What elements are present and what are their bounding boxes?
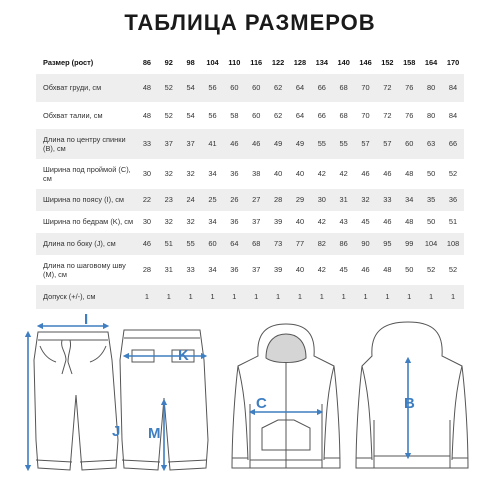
table-cell: 66 [448, 139, 458, 149]
table-cell: 37 [164, 139, 173, 149]
table-cell: 48 [405, 169, 414, 179]
table-cell: 63 [426, 139, 436, 149]
table-cell: 40 [295, 265, 305, 275]
table-cell: 49 [295, 139, 305, 149]
size-header-122: 122 [271, 58, 285, 68]
table-cell: 60 [252, 83, 261, 93]
table-cell: 32 [186, 169, 195, 179]
table-cell: 33 [383, 195, 392, 205]
table-cell: 48 [142, 110, 152, 120]
table-cell: 33 [186, 265, 195, 275]
table-row [36, 129, 464, 159]
table-cell: 50 [426, 217, 436, 227]
label-b: B [404, 395, 415, 412]
table-cell: 99 [405, 239, 414, 249]
table-cell: 1 [210, 292, 215, 302]
table-cell: 22 [142, 195, 152, 205]
size-header-140: 140 [337, 58, 350, 68]
table-cell: 1 [385, 292, 390, 302]
label-c: C [256, 395, 267, 412]
table-cell: 49 [273, 139, 283, 149]
table-cell: 48 [383, 265, 392, 275]
table-cell: 51 [448, 217, 458, 227]
table-cell: 72 [383, 110, 392, 120]
table-cell: 82 [317, 239, 326, 249]
page-title: ТАБЛИЦА РАЗМЕРОВ [124, 10, 376, 35]
table-cell: 46 [361, 265, 370, 275]
table-cell: 80 [426, 83, 436, 93]
table-cell: 41 [208, 139, 217, 149]
table-cell: 104 [424, 239, 438, 249]
table-cell: 26 [230, 195, 239, 205]
table-cell: 40 [295, 169, 305, 179]
table-cell: 42 [317, 169, 326, 179]
table-cell: 1 [166, 292, 171, 302]
table-cell: 54 [186, 83, 195, 93]
row-label: Ширина под проймой (C), см [43, 164, 131, 183]
row-label: Ширина по поясу (I), см [43, 195, 124, 205]
table-cell: 34 [208, 217, 217, 227]
table-cell: 80 [426, 110, 436, 120]
table-cell: 29 [295, 195, 305, 205]
table-cell: 43 [339, 217, 348, 227]
row-label: Допуск (+/-), см [43, 292, 96, 302]
table-cell: 32 [164, 169, 173, 179]
label-j: J [112, 423, 121, 440]
table-cell: 39 [273, 217, 283, 227]
table-cell: 42 [317, 265, 326, 275]
table-cell: 28 [273, 195, 283, 205]
table-cell: 68 [252, 239, 261, 249]
table-cell: 84 [448, 83, 458, 93]
table-cell: 45 [339, 265, 348, 275]
table-cell: 39 [273, 265, 283, 275]
table-row [36, 211, 464, 233]
table-cell: 64 [230, 239, 239, 249]
table-cell: 73 [273, 239, 283, 249]
table-cell: 77 [295, 239, 305, 249]
table-cell: 46 [230, 139, 239, 149]
table-cell: 30 [142, 217, 152, 227]
row-label: Длина по боку (J), см [43, 239, 116, 249]
table-cell: 57 [383, 139, 392, 149]
table-cell: 52 [164, 83, 173, 93]
table-cell: 64 [295, 83, 305, 93]
table-cell: 35 [426, 195, 436, 205]
table-cell: 30 [142, 169, 152, 179]
table-cell: 52 [448, 169, 458, 179]
size-header-152: 152 [381, 58, 394, 68]
table-cell: 34 [208, 265, 217, 275]
table-cell: 52 [164, 110, 173, 120]
table-cell: 56 [208, 83, 217, 93]
table-cell: 36 [230, 169, 239, 179]
table-cell: 48 [405, 217, 414, 227]
size-header-128: 128 [293, 58, 307, 68]
table-cell: 66 [317, 110, 326, 120]
size-header-146: 146 [359, 58, 372, 68]
table-cell: 51 [164, 239, 173, 249]
table-cell: 40 [295, 217, 305, 227]
table-cell: 1 [276, 292, 281, 302]
table-cell: 1 [319, 292, 324, 302]
table-cell: 48 [142, 83, 152, 93]
table-cell: 58 [230, 110, 239, 120]
label-k: K [178, 347, 189, 364]
header-label: Размер (рост) [43, 58, 94, 68]
table-cell: 46 [383, 217, 392, 227]
table-cell: 60 [230, 83, 239, 93]
size-table-body [36, 74, 464, 309]
table-cell: 90 [361, 239, 370, 249]
table-cell: 76 [405, 110, 414, 120]
table-cell: 1 [429, 292, 434, 302]
table-cell: 37 [252, 217, 261, 227]
table-cell: 52 [448, 265, 458, 275]
table-cell: 46 [252, 139, 261, 149]
table-cell: 70 [361, 110, 370, 120]
table-cell: 62 [273, 110, 283, 120]
garment-diagrams [0, 300, 500, 500]
row-label: Обхват талии, см [43, 110, 103, 120]
size-header-86: 86 [142, 58, 152, 68]
table-cell: 68 [339, 110, 348, 120]
table-cell: 31 [339, 195, 348, 205]
table-cell: 50 [426, 169, 436, 179]
table-cell: 36 [230, 265, 239, 275]
pants-front [34, 332, 121, 470]
label-m: M [148, 425, 161, 442]
table-cell: 68 [339, 83, 348, 93]
table-cell: 55 [339, 139, 348, 149]
table-row [36, 102, 464, 129]
table-cell: 1 [363, 292, 368, 302]
table-cell: 66 [317, 83, 326, 93]
table-row [36, 255, 464, 285]
table-cell: 86 [339, 239, 348, 249]
hoodie-front [232, 324, 340, 468]
table-cell: 32 [186, 217, 195, 227]
size-header-116: 116 [250, 58, 263, 68]
table-cell: 46 [383, 169, 392, 179]
table-cell: 1 [254, 292, 259, 302]
table-cell: 33 [142, 139, 152, 149]
table-cell: 57 [361, 139, 370, 149]
size-header-170: 170 [446, 58, 460, 68]
table-row [36, 74, 464, 102]
table-cell: 42 [339, 169, 348, 179]
table-cell: 60 [208, 239, 217, 249]
table-cell: 32 [164, 217, 173, 227]
table-row [36, 189, 464, 211]
table-cell: 55 [317, 139, 326, 149]
table-cell: 31 [164, 265, 173, 275]
diagram-svg [0, 300, 500, 500]
size-header-92: 92 [164, 58, 173, 68]
size-header-98: 98 [186, 58, 195, 68]
table-cell: 23 [164, 195, 173, 205]
size-table [36, 52, 464, 309]
table-cell: 40 [273, 169, 283, 179]
table-cell: 60 [252, 110, 261, 120]
table-cell: 1 [297, 292, 302, 302]
table-cell: 60 [405, 139, 414, 149]
table-cell: 64 [295, 110, 305, 120]
size-header-134: 134 [315, 58, 328, 68]
table-cell: 37 [186, 139, 195, 149]
table-cell: 1 [407, 292, 412, 302]
table-cell: 55 [186, 239, 195, 249]
table-cell: 1 [232, 292, 237, 302]
table-cell: 70 [361, 83, 370, 93]
table-cell: 30 [317, 195, 326, 205]
table-cell: 95 [383, 239, 392, 249]
row-label: Обхват груди, см [43, 83, 102, 93]
table-cell: 62 [273, 83, 283, 93]
size-header-164: 164 [424, 58, 438, 68]
table-cell: 36 [448, 195, 458, 205]
table-cell: 72 [383, 83, 392, 93]
size-header-110: 110 [228, 58, 241, 68]
header-row [36, 52, 464, 74]
table-cell: 1 [188, 292, 193, 302]
table-cell: 1 [450, 292, 456, 302]
table-cell: 36 [230, 217, 239, 227]
table-cell: 1 [144, 292, 149, 302]
row-label: Длина по центру спинки (B), см [43, 134, 126, 153]
table-cell: 56 [208, 110, 217, 120]
table-cell: 76 [405, 83, 414, 93]
table-cell: 46 [142, 239, 152, 249]
table-cell: 34 [405, 195, 414, 205]
table-row [36, 233, 464, 255]
table-cell: 50 [405, 265, 414, 275]
table-cell: 24 [186, 195, 195, 205]
label-i: I [84, 311, 89, 328]
table-cell: 25 [208, 195, 217, 205]
table-cell: 38 [252, 169, 261, 179]
table-cell: 32 [361, 195, 370, 205]
table-cell: 37 [252, 265, 261, 275]
table-cell: 46 [361, 169, 370, 179]
table-cell: 34 [208, 169, 217, 179]
table-cell: 52 [426, 265, 436, 275]
table-cell: 84 [448, 110, 458, 120]
table-cell: 45 [361, 217, 370, 227]
row-label: Длина по шаговому шву (M), см [43, 260, 126, 279]
size-table-header [36, 52, 464, 74]
table-row [36, 159, 464, 189]
table-cell: 1 [341, 292, 346, 302]
table-cell: 27 [252, 195, 261, 205]
size-header-158: 158 [403, 58, 416, 68]
row-label: Ширина по бедрам (K), см [43, 217, 134, 227]
table-cell: 54 [186, 110, 195, 120]
size-header-104: 104 [206, 58, 219, 68]
table-cell: 108 [446, 239, 460, 249]
table-cell: 42 [317, 217, 326, 227]
table-cell: 28 [142, 265, 152, 275]
